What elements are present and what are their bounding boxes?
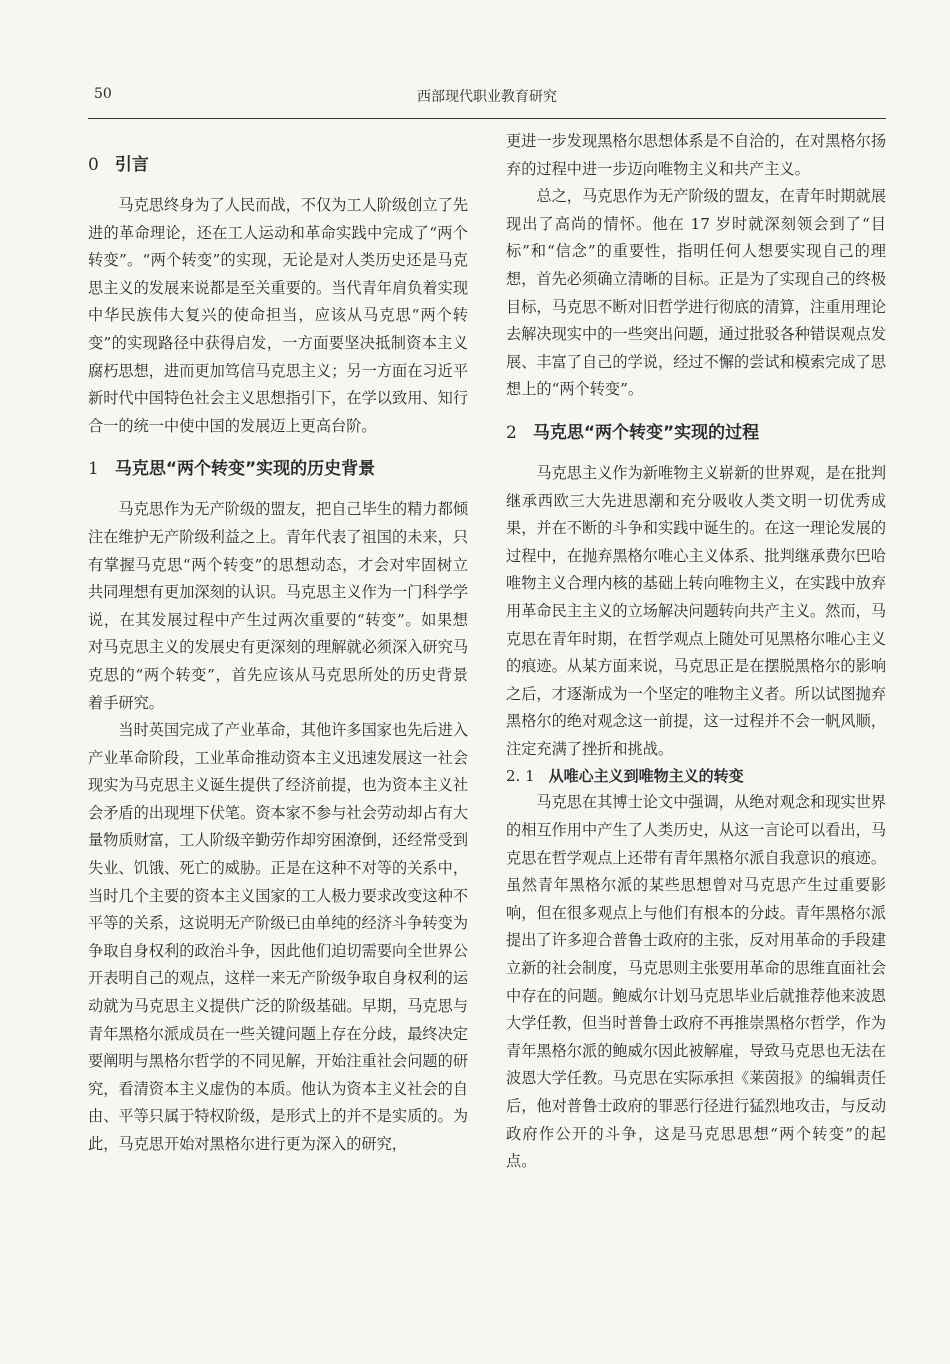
page-number: 50 [94, 86, 112, 102]
header-rule [88, 118, 886, 119]
section-number: 2 [506, 422, 517, 443]
section-heading-0 [88, 150, 468, 180]
subsection-heading-2-1 [506, 763, 886, 789]
section-heading-1 [88, 454, 468, 484]
paragraph-idealism-to-materialism: 马克思在其博士论文中强调，从绝对观念和现实世界的相互作用中产生了人类历史，从这一言论可以看出，马克思在哲学观点上还带有青年黑格尔派自我意识的痕迹。虽然青年黑格尔派的某些思想曾对马克思产生过重要影响，但在很多观点上与他们有根本的分歧。青年黑格尔派提出了许多迎合普鲁士政府的主张，反对用革命的手段建立新的社会制度，马克思则主张要用革命的思维直面社会中存在的问题。鲍威尔计划马克思毕业后就推荐他来波恩大学任教，但当时普鲁士政府不再推崇黑格尔哲学，作为青年黑格尔派的鲍威尔因此被解雇，导致马克思也无法在波恩大学任教。马克思在实际承担《莱茵报》的编辑责任后，他对普鲁士政府的罪恶行径进行猛烈地攻击，与反动政府作公开的斗争，这是马克思思想“两个转变”的起点。 [506, 793, 886, 1171]
subsection-number: 2. 1 [506, 767, 535, 786]
section-title: 马克思“两个转变”实现的历史背景 [114, 459, 376, 480]
paragraph-background-1: 马克思作为无产阶级的盟友，把自己毕生的精力都倾注在维护无产阶级利益之上。青年代表了祖国的未来，只有掌握马克思“两个转变”的思想动态，才会对牢固树立共同理想有更加深刻的认识。马克思主义作为一门科学学说，在其发展过程中产生过两次重要的“转变”。如果想对马克思主义的发展史有更深刻的理解就必须深入研究马克思的“两个转变”，首先应该从马克思所处的历史背景着手研究。 [88, 500, 468, 712]
section-title: 马克思“两个转变”实现的过程 [532, 422, 760, 443]
paragraph-continued: 更进一步发现黑格尔思想体系是不自洽的，在对黑格尔扬弃的过程中进一步迈向唯物主义和共产主义。 [506, 132, 886, 178]
left-column [88, 140, 468, 1159]
right-column [506, 128, 886, 1176]
section-number: 1 [88, 459, 99, 480]
section-title: 引言 [114, 155, 149, 175]
paragraph-background-2: 当时英国完成了产业革命，其他许多国家也先后进入产业革命阶段，工业革命推动资本主义迅速发展这一社会现实为马克思主义诞生提供了经济前提，也为资本主义社会矛盾的出现埋下伏笔。资本家不参与社会劳动却占有大量物质财富，工人阶级辛勤劳作却穷困潦倒，还经常受到失业、饥饿、死亡的威胁。正是在这种不对等的关系中，当时几个主要的资本主义国家的工人极力要求改变这种不平等的关系，这说明无产阶级已由单纯的经济斗争转变为争取自身权利的政治斗争，因此他们迫切需要向全世界公开表明自己的观点，这样一来无产阶级争取自身权利的运动就为马克思主义提供广泛的阶级基础。早期，马克思与青年黑格尔派成员在一些关键问题上存在分歧，最终决定要阐明与黑格尔哲学的不同见解，开始注重社会问题的研究，看清资本主义虚伪的本质。他认为资本主义社会的自由、平等只属于特权阶级，是形式上的并不是实质的。为此，马克思开始对黑格尔进行更为深入的研究， [88, 721, 468, 1153]
paragraph-intro: 马克思终身为了人民而战，不仅为工人阶级创立了先进的革命理论，还在工人运动和革命实践中完成了“两个转变”。“两个转变”的实现，无论是对人类历史还是马克思主义的发展来说都是至关重要的。当代青年肩负着实现中华民族伟大复兴的使命担当，应该从马克思“两个转变”的实现路径中获得启发，一方面要坚决抵制资本主义腐朽思想，进而更加笃信马克思主义；另一方面在习近平新时代中国特色社会主义思想指引下，在学以致用、知行合一的统一中使中国的发展迈上更高台阶。 [88, 196, 468, 435]
section-number: 0 [88, 155, 99, 175]
section-heading-2 [506, 418, 886, 448]
page-header [88, 86, 886, 108]
journal-name: 西部现代职业教育研究 [417, 89, 557, 105]
paragraph-summary: 总之，马克思作为无产阶级的盟友，在青年时期就展现出了高尚的情怀。他在 17 岁时就深刻领会到了“目标”和“信念”的重要性，指明任何人想要实现自己的理想，首先必须确立清晰的目标。正是为了实现自己的终极目标，马克思不断对旧哲学进行彻底的清算，注重用理论去解决现实中的一些突出问题，通过批驳各种错误观点发展、丰富了自己的学说，经过不懈的尝试和模索完成了思想上的“两个转变”。 [506, 187, 886, 399]
subsection-title: 从唯心主义到唯物主义的转变 [548, 767, 744, 786]
paragraph-process: 马克思主义作为新唯物主义崭新的世界观，是在批判继承西欧三大先进思潮和充分吸收人类文明一切优秀成果，并在不断的斗争和实践中诞生的。在这一理论发展的过程中，在抛弃黑格尔唯心主义体系、批判继承费尔巴哈唯物主义合理内核的基础上转向唯物主义，在实践中放弃用革命民主主义的立场解决问题转向共产主义。然而，马克思在青年时期，在哲学观点上随处可见黑格尔唯心主义的痕迹。从某方面来说，马克思正是在摆脱黑格尔的影响之后，才逐渐成为一个坚定的唯物主义者。所以试图抛弃黑格尔的绝对观念这一前提，这一过程并不会一帆风顺，注定充满了挫折和挑战。 [506, 463, 886, 758]
